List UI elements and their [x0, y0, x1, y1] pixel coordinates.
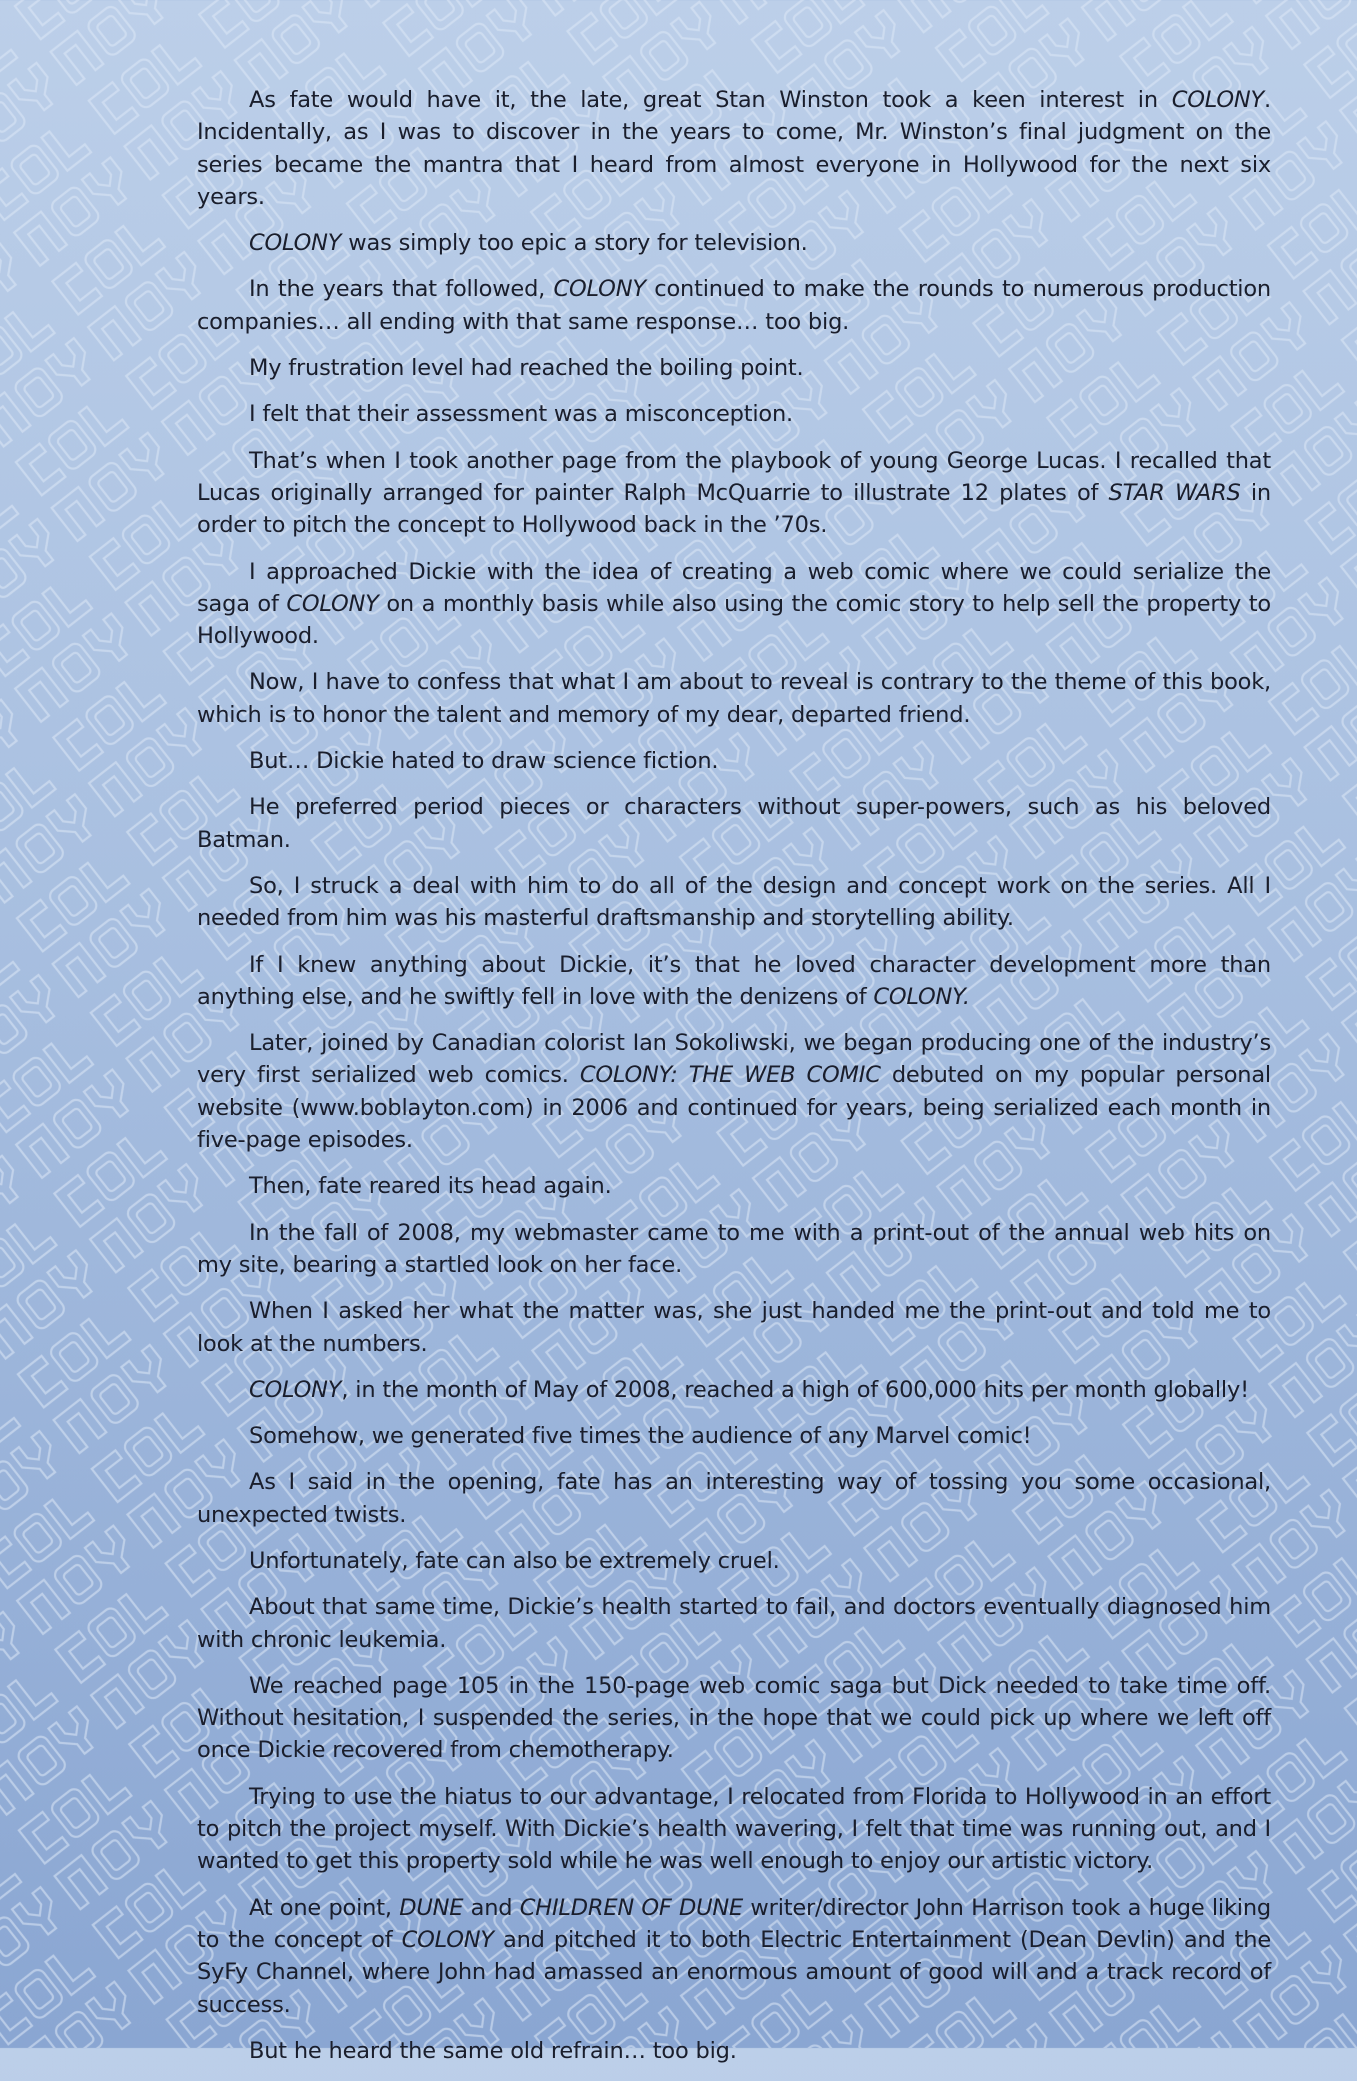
paragraph-text: in order to pitch the concept to Hollywood back in the ’70s.	[197, 479, 1271, 539]
italic-title-text: CHILDREN OF DUNE	[519, 1894, 744, 1921]
paragraph-text: So, I struck a deal with him to do all of the design and concept work on the series. All I needed from him was his masterful draftsmanship and storytelling ability.	[197, 872, 1271, 932]
paragraph-text: But he heard the same old refrain… too big.	[249, 2037, 737, 2064]
paragraph-text: on a monthly basis while also using the comic story to help sell the property to Hollywood.	[197, 590, 1271, 650]
paragraph-text: About that same time, Dickie’s health started to fail, and doctors eventually diagnosed him with chronic leukemia.	[197, 1594, 1271, 1653]
paragraph-text: In the fall of 2008, my webmaster came to me with a print-out of the annual web hits on my site, bearing a startled look on her face.	[197, 1219, 1271, 1278]
paragraph	[197, 1670, 1271, 1767]
paragraph-text: He preferred period pieces or characters without super-powers, such as his beloved Batman.	[197, 794, 1271, 853]
paragraph	[197, 1466, 1271, 1531]
paragraph-text: Unfortunately, fate can also be extremely cruel.	[249, 1547, 780, 1574]
paragraph-text: If I knew anything about Dickie, it’s that he loved character development more than anything else, and he swiftly fell in love with the denizens of	[197, 951, 1271, 1010]
paragraph-text: At one point,	[249, 1894, 400, 1921]
paragraph-text: When I asked her what the matter was, she just handed me the print-out and told me to look at the numbers.	[197, 1298, 1271, 1357]
italic-title-text: COLONY.	[873, 983, 970, 1010]
italic-title-text: COLONY	[249, 1376, 342, 1403]
italic-title-text: COLONY: THE WEB COMIC	[579, 1062, 881, 1089]
paragraph	[197, 1170, 1271, 1202]
paragraph-text: We reached page 105 in the 150-page web comic saga but Dick needed to take time off. Without hesitation, I suspended the series, in the hope that we could pick up where we left off once Dickie recovered from chemotherapy.	[197, 1672, 1271, 1764]
paragraph	[197, 2035, 1271, 2067]
paragraph-text: and pitched it to both Electric Entertainment (Dean Devlin) and the SyFy Channel, where John had amassed an enormous amount of good will and a track record of success.	[197, 1926, 1271, 2018]
paragraph	[197, 1420, 1271, 1452]
article-body	[197, 84, 1271, 2081]
paragraph-text: As fate would have it, the late, great Stan Winston took a keen interest in	[249, 87, 1172, 113]
paragraph	[197, 1374, 1271, 1406]
paragraph	[197, 1217, 1271, 1282]
paragraph	[197, 870, 1271, 935]
paragraph-text: debuted on my popular personal website (www.boblayton.com) in 2006 and continued for years, being serialized each month in five-page episodes.	[197, 1062, 1271, 1154]
paragraph	[197, 1591, 1271, 1656]
paragraph-text: continued to make the rounds to numerous production companies… all ending with that same response… too big.	[197, 276, 1271, 335]
paragraph	[197, 1781, 1271, 1878]
paragraph	[197, 273, 1271, 338]
paragraph-text: I approached Dickie with the idea of creating a web comic where we could serialize the saga of	[197, 558, 1271, 617]
italic-title-text: COLONY	[1171, 87, 1265, 113]
paragraph-text: writer/director John Harrison took a huge liking to the concept of	[197, 1894, 1271, 1953]
paragraph	[197, 352, 1271, 384]
paragraph-text: Trying to use the hiatus to our advantage, I relocated from Florida to Hollywood in an effort to pitch the project myself. With Dickie’s health wavering, I felt that time was running out, and I wanted to get this property sold while he was well enough to enjoy our artistic victory.	[197, 1783, 1271, 1875]
paragraph	[197, 556, 1271, 653]
paragraph-text: and	[463, 1894, 520, 1921]
italic-title-text: COLONY	[249, 230, 342, 257]
paragraph-text: , in the month of May of 2008, reached a high of 600,000 hits per month globally!	[341, 1376, 1249, 1403]
paragraph-text: . Incidentally, as I was to discover in the years to come, Mr. Winston’s final judgment on the series became the mantra that I heard from almost everyone in Hollywood for the next six years.	[197, 87, 1271, 210]
paragraph-text: Later, joined by Canadian colorist Ian Sokoliwski, we began producing one of the industry’s very first serialized web comics.	[197, 1030, 1271, 1089]
paragraph-text: My frustration level had reached the boiling point.	[249, 355, 804, 382]
paragraph	[197, 227, 1271, 259]
paragraph-text: Then, fate reared its head again.	[249, 1173, 612, 1200]
italic-title-text: COLONY	[553, 276, 646, 303]
paragraph	[197, 1295, 1271, 1360]
paragraph-text: That’s when I took another page from the playbook of young George Lucas. I recalled that Lucas originally arranged for painter Ralph McQuarrie to illustrate 12 plates of	[197, 447, 1271, 506]
paragraph	[197, 1545, 1271, 1577]
italic-title-text: DUNE	[399, 1894, 464, 1921]
paragraph	[197, 84, 1271, 213]
paragraph	[197, 666, 1271, 731]
paragraph	[197, 745, 1271, 777]
paragraph-text: was simply too epic a story for television.	[341, 230, 808, 257]
paragraph-text: In the years that followed,	[249, 276, 554, 303]
paragraph-text: As I said in the opening, fate has an interesting way of tossing you some occasional, unexpected twists.	[197, 1469, 1271, 1528]
paragraph-text: I felt that their assessment was a misconception.	[249, 401, 793, 428]
italic-title-text: STAR WARS	[1108, 479, 1241, 506]
paragraph-text: Somehow, we generated five times the audience of any Marvel comic!	[249, 1423, 1032, 1450]
paragraph	[197, 1892, 1271, 2021]
italic-title-text: COLONY	[401, 1926, 494, 1953]
paragraph	[197, 398, 1271, 430]
paragraph-text: But… Dickie hated to draw science fiction.	[249, 748, 719, 775]
paragraph	[197, 1027, 1271, 1156]
paragraph-text: Now, I have to confess that what I am about to reveal is contrary to the theme of this book, which is to honor the talent and memory of my dear, departed friend.	[197, 669, 1271, 728]
italic-title-text: COLONY	[286, 590, 379, 617]
paragraph	[197, 791, 1271, 856]
paragraph	[197, 949, 1271, 1014]
paragraph	[197, 445, 1271, 542]
